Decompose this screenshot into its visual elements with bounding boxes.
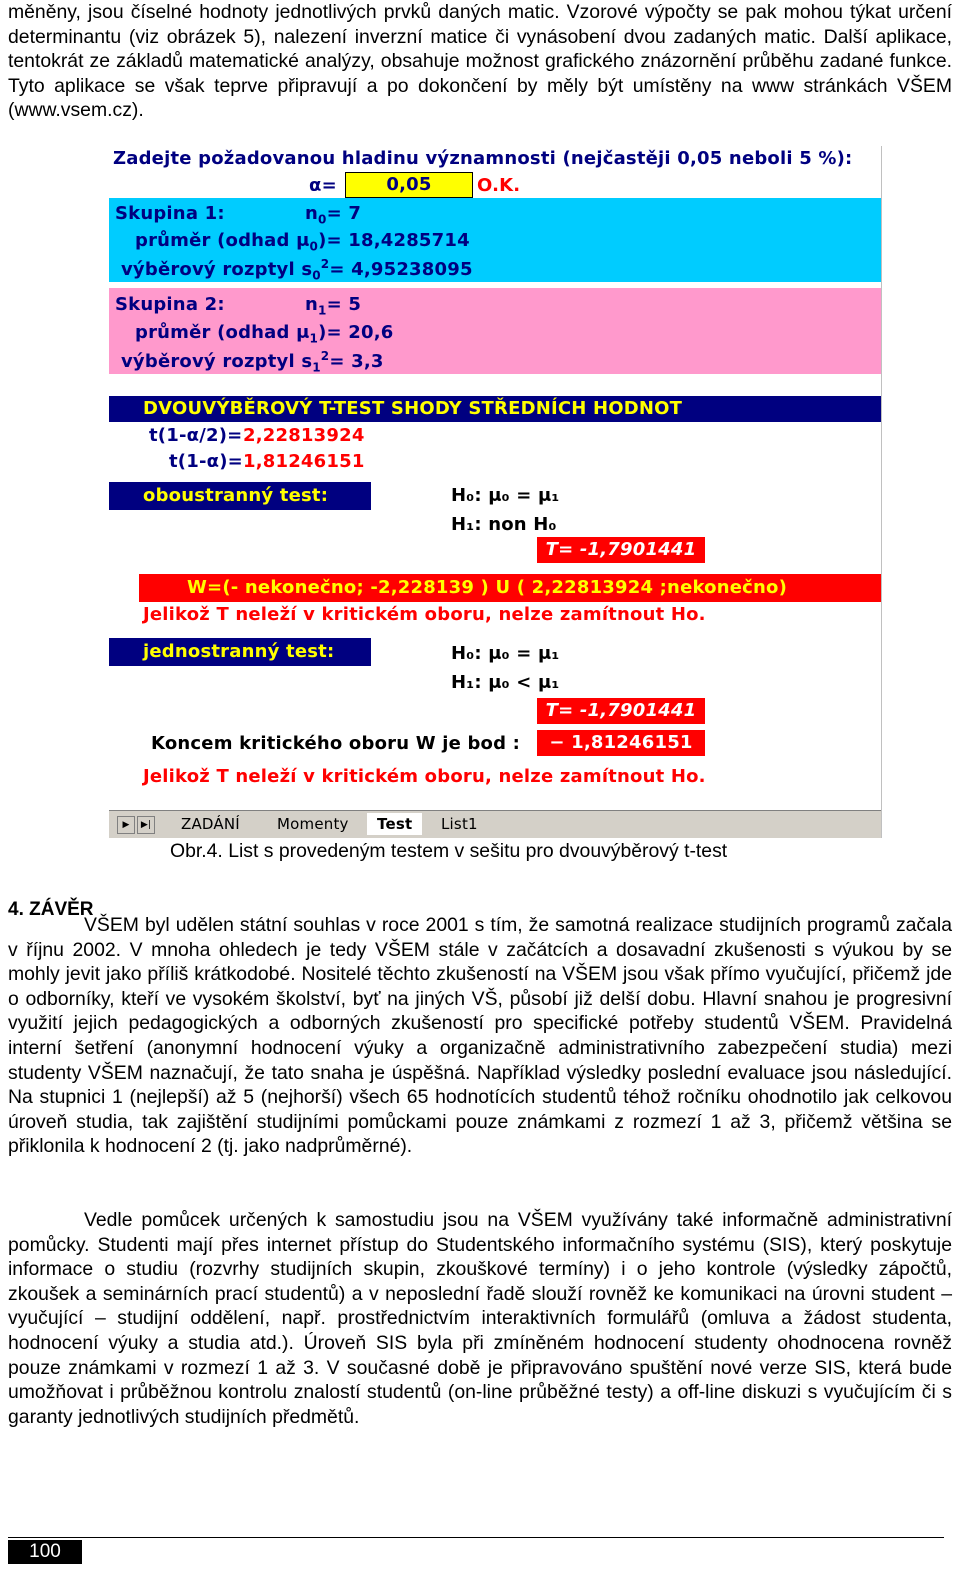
one-sided-T: T= -1,7901441 <box>537 698 705 724</box>
ok-label: O.K. <box>477 175 521 196</box>
two-sided-T: T= -1,7901441 <box>537 537 705 563</box>
two-sided-conclusion: Jelikož T neleží v kritickém oboru, nelze zamítnout Ho. <box>143 604 706 625</box>
prev-sheet-icon[interactable]: ▶ <box>117 816 135 834</box>
group1-title: Skupina 1: <box>115 203 225 224</box>
page-number: 100 <box>8 1540 82 1564</box>
two-sided-W: W=(- nekonečno; -2,228139 ) U ( 2,22813924 ;nekonečno) <box>139 574 881 602</box>
one-sided-h0: H₀: μ₀ = μ₁ <box>451 643 560 664</box>
t-two-label: t(1-α/2)= <box>149 425 243 446</box>
conclusion-paragraph-2: Vedle pomůcek určených k samostudiu jsou na VŠEM využívány také informačně administrativní pomůcky. Studenti mají přes internet přístup do Studentského informačního systému (SIS), který poskytuje informace o studiu (rozvrhy studijních skupin, zkouškové termíny) i o jeho kontrole (výsledky zápočtů, zkoušek a seminárních prací studentů) a v neposlední řadě slouží rovněž ke komunikaci na úrovni student – vyučující – studijní oddělení, např. prostřednictvím interaktivních formulářů (omluva a žádost studenta, hodnocení výuky a studia atd.). Úroveň SIS byla při zmíněném hodnocení studenty ohodnocena rovněž pouze známkami v rozmezí 1 až 3. V současné době je připravováno spuštění nové verze SIS, která bude umožňovat i průběžnou kontrolu znalostí studentů (on-line průběžné testy) a off-line diskuzi s vyučujícím či s garanty jednotlivých studijních předmětů. <box>8 1209 952 1428</box>
group1-n: $n_0= 7$ <box>305 203 362 227</box>
t-two-value: 2,22813924 <box>243 425 365 446</box>
one-sided-title: jednostranný test: <box>109 638 371 666</box>
one-sided-h1: H₁: μ₀ < μ₁ <box>451 672 560 693</box>
group2-title: Skupina 2: <box>115 294 225 315</box>
conclusion-paragraph-1: VŠEM byl udělen státní souhlas v roce 2001 s tím, že samotná realizace studijních programů začala v říjnu 2002. V mnoha ohledech je tedy VŠEM stále v začátcích a dosavadní zkušenosti s výukou by se mohly jevit jako příliš krátkodobé. Nositelé těchto zkušeností na VŠEM jsou však přímo vyučující, přičemž jde o odborníky, kteří ve vysokém školství, byť na jiných VŠ, působí již delší dobu. Hlavní snahou je progresivní využití jejich pedagogických a odborných zkušeností pro specifické potřeby studentů VŠEM. Pravidelná interní šetření (anonymní hodnocení výuky a organizačně administrativního zabezpečení studia) mezi studenty VŠEM naznačují, že tato snaha je úspěšná. Například výsledky poslední evaluace jsou následující. Na stupnici 1 (nejlepší) až 5 (nejhorší) všech 65 hodnotících studentů téhož ročníku ohodnotilo jak celkovou úroveň studia, tak zajištění studijními pomůckami pouze známkami z rozmezí 1 až 3, přičemž většina se přiklonila k hodnocení 2 (tj. jako nadprůměrné). <box>8 914 952 1158</box>
t-one-value: 1,81246151 <box>243 451 365 472</box>
tab-momenty[interactable]: Momenty <box>277 815 349 833</box>
t-one-label: t(1-α)= <box>169 451 243 472</box>
test-title-bar <box>109 396 881 422</box>
intro-paragraph: měněny, jsou číselné hodnoty jednotlivých prvků daných matic. Vzorové výpočty se pak mohou týkat určení determinantu (viz obrázek 5), nalezení inverzní matice či vynásobení dvou zadaných matic. Další aplikace, tentokrát ze základů matematické analýzy, obsahuje možnost grafického znázornění průběhu zadané funkce. Tyto aplikace se však teprve připravují a po dokončení by měly být umístěny na www stránkách VŠEM (www.vsem.cz). <box>8 1 952 122</box>
tab-list1[interactable]: List1 <box>441 815 478 833</box>
group1-panel <box>109 198 881 282</box>
section-heading: 4. ZÁVĚR <box>8 899 94 920</box>
sheet-tab-bar <box>109 810 881 838</box>
alpha-input[interactable]: 0,05 <box>345 172 473 198</box>
one-sided-bar <box>109 638 881 666</box>
two-sided-bar <box>109 482 881 510</box>
footer-rule <box>8 1537 944 1538</box>
two-sided-title: oboustranný test: <box>109 482 371 510</box>
group1-variance: výběrový rozptyl $s_0^2= 4,95238095$ <box>121 257 473 283</box>
two-sided-h0: H₀: μ₀ = μ₁ <box>451 485 560 506</box>
test-title: DVOUVÝBĚROVÝ T-TEST SHODY STŘEDNÍCH HODNOT <box>143 398 683 419</box>
group1-mean: průměr (odhad $\mu_0)= 18,4285714$ <box>135 230 470 254</box>
alpha-label: α= <box>309 175 337 196</box>
tab-zadani[interactable]: ZADÁNÍ <box>181 815 240 833</box>
two-sided-h1: H₁: non H₀ <box>451 514 557 535</box>
tab-test[interactable]: Test <box>367 813 422 835</box>
one-sided-conclusion: Jelikož T neleží v kritickém oboru, nelze zamítnout Ho. <box>143 766 706 787</box>
group2-mean: průměr (odhad $\mu_1)= 20,6$ <box>135 322 394 346</box>
group2-n: $n_1= 5$ <box>305 294 362 318</box>
spreadsheet-figure <box>109 146 882 838</box>
critical-point-value: − 1,81246151 <box>537 730 705 756</box>
group2-panel <box>109 288 881 374</box>
critical-point-label: Koncem kritického oboru W je bod : <box>151 733 521 754</box>
group2-variance: výběrový rozptyl $s_1^2= 3,3$ <box>121 349 384 375</box>
last-sheet-icon[interactable]: ▶| <box>137 816 155 834</box>
figure-caption: Obr.4. List s provedeným testem v sešitu pro dvouvýběrový t-test <box>170 840 728 862</box>
significance-prompt: Zadejte požadovanou hladinu významnosti (nejčastěji 0,05 neboli 5 %): <box>113 148 853 169</box>
